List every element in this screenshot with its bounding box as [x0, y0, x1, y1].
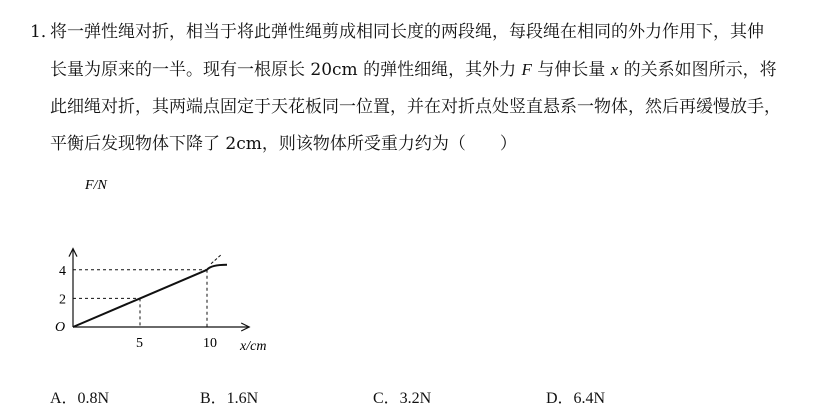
x-tick-label: 10 — [203, 336, 217, 351]
axis-labels — [55, 178, 266, 354]
question-line-2 — [30, 51, 810, 89]
question-line-4: 平衡后发现物体下降了 2cm，则该物体所受重力约为（ ） — [50, 134, 517, 154]
x-axis-label: x/cm — [240, 339, 267, 354]
x-tick-label: 5 — [136, 336, 143, 351]
question-text-2a: 长量为原来的一半。现有一根原长 20cm 的弹性细绳，其外力 — [50, 60, 522, 80]
question-text-2c: 的关系如图所示，将 — [618, 60, 777, 80]
question-text-1: 将一弹性绳对折，相当于将此弹性绳剪成相同长度的两段绳，每段绳在相同的外力作用下，其伸 — [50, 22, 764, 42]
question-number: 1． — [30, 22, 58, 42]
force-extension-graph — [45, 175, 295, 360]
line-extension-dash — [211, 255, 221, 264]
data-series — [73, 255, 227, 327]
option-b[interactable]: B．1.6N — [200, 390, 259, 407]
force-symbol: F — [521, 60, 532, 79]
y-axis-label: F/N — [85, 178, 107, 193]
option-c[interactable]: C．3.2N — [373, 390, 432, 407]
extension-symbol: x — [610, 60, 619, 79]
line-tail — [207, 265, 227, 270]
option-a[interactable]: A．0.8N — [50, 390, 110, 407]
y-tick-label: 4 — [59, 263, 66, 279]
question-stem — [30, 14, 810, 163]
origin-label: O — [55, 320, 66, 335]
option-d[interactable]: D．6.4N — [546, 390, 606, 407]
question-line-1 — [30, 14, 810, 51]
question-text-2b: 与伸长量 — [531, 60, 611, 80]
y-tick-label: 2 — [59, 292, 66, 308]
question-line-3: 此细绳对折，其两端点固定于天花板同一位置，并在对折点处竖直悬系一物体，然后再缓慢放手， — [50, 97, 781, 117]
